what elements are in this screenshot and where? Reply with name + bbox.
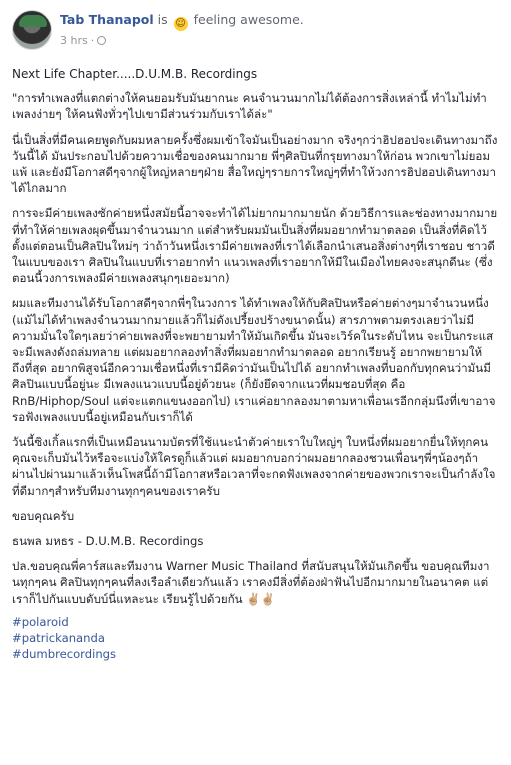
post-paragraph: ผมและทีมงานได้รับโอกาสดีๆจากพี่ๆในวงการ ได้ทำเพลงให้กับศิลปินหรือค่ายต่างๆมาจำนวนหนึ่ง (แม้ไม่ได้ทำเพลงจำนวนมากมายแล้วก็ไม่ดังเปรี้ยงปร้างขนาดนั้น) สารภาพตามตรงเลยว่าไม่มีความมั่นใจใดๆเลยว่าค่ายเพลงที่จะพยายามทำให้มันเกิดขึ้น มันจะเวิร์คในระดับไหน จะเป็นกระแส จะมีเพลงดังถล่มทลาย แต่ผมอยากลองทำสิ่งที่ผมอยากทำมาตลอด อยากเรียนรู้ อยากพยายามให้ถึงที่สุด อยากพิสูจน์อีกความเชื่อหนึ่งที่เรามีคิดว่ามันเป็นไปได้ อยากทำเพลงที่บอกกับทุกคนว่ามันมีศิลปินแบบนี้อยู่นะ มีเพลงแนวแบบนี้อยู่ด้วยนะ (ก็ยังยึดจากแนวที่ผมชอบที่สุด คือ RnB/Hiphop/Soul แต่จะแตกแขนงออกไป) เราแค่อยากลองมาตามหาเพื่อนเรอีกกลุ่มนึงที่เขาอาจรอฟังเพลงแบบนี้อยู่เหมือนกับเราก็ได้ — [12, 296, 496, 424]
hashtags — [12, 614, 499, 663]
signature-line: ธนพล มหธร - D.U.M.B. Recordings — [12, 534, 204, 549]
hashtag-link[interactable]: #polaroid — [12, 614, 69, 629]
post-title: Next Life Chapter.....D.U.M.B. Recordings — [12, 67, 258, 81]
author-line — [60, 12, 304, 31]
feeling-prefix: is — [157, 12, 168, 27]
cap-shape — [19, 15, 47, 27]
separator: · — [90, 34, 95, 47]
post-paragraph: "การทำเพลงที่แตกต่างให้คนยอมรับมันยากนะ คนจำนวนมากไม่ได้ต้องการสิ่งเหล่านี้ ทำไมไม่ทำเพลงง่ายๆ ให้คนฟังทั่วๆไปเขามีส่วนร่วมกับเราได้ล่ะ" — [12, 91, 487, 122]
post-meta — [60, 10, 304, 48]
smile-emoji-icon: ☺ — [175, 18, 186, 29]
post-header — [12, 10, 499, 54]
hashtag-link[interactable]: #patrickananda — [12, 631, 105, 646]
globe-icon[interactable] — [97, 36, 106, 45]
post-body — [12, 66, 499, 663]
author-name[interactable]: Tab Thanapol — [60, 12, 154, 27]
post-time[interactable]: 3 hrs — [60, 34, 88, 47]
timestamp-line — [60, 34, 304, 48]
hashtag-link[interactable]: #dumbrecordings — [12, 647, 117, 662]
feeling-text: feeling awesome. — [193, 12, 304, 27]
avatar[interactable] — [12, 10, 52, 50]
post-paragraph: วันนี้ซิงเกิ้ลแรกที่เป็นเหมือนนามบัตรที่ใช้แนะนำตัวค่ายเราใบใหญ่ๆ ใบหนึ่งที่ผมอยากยื่นให้ทุกคน คุณจะเก็บมันไว้หรือจะแบ่งให้ใครดูก็แล้วแต่ ผมอยากบอกว่าผมอยากลองชวนเพื่อนๆพี่ๆน้องๆถ้าผ่านไปผ่านมาแล้วเห็นโพสนี้ถ้ามีโอกาสหรือเวลาที่จะกดฟังเพลงจากค่ายของพวกเราจะเป็นกำลังใจที่ดีมากๆสำหรับทีมงานทุกๆคนของเราครับ — [12, 435, 496, 498]
post-paragraph: นี่เป็นสิ่งที่มีคนเคยพูดกับผมหลายครั้งซึ่งผมเข้าใจมันเป็นอย่างมาก จริงๆกว่าฮิปฮอปจะเดินทางมาถึงวันนี้ได้ มันประกอบไปด้วยความเชื่อของคนมากมาย พี่ๆศิลปินที่กรุยทางมาให้ก่อน พวกเขาไม่ยอมแพ้ และยังมีโอกาสดีๆจากผู้ใหญ่หลายๆฝ่าย สื่อใหญ่ๆรายการใหญ่ๆที่ทำให้วงการฮิปฮอปเดินทางมาได้ไกลมาก — [12, 132, 498, 196]
thanks-line: ขอบคุณครับ — [12, 508, 75, 523]
postscript-paragraph: ปล.ขอบคุณพี่คาร์สและทีมงาน Warner Music Thailand ที่สนับสนุนให้มันเกิดขึ้น ขอบคุณทีมงานทุกๆคน ศิลปินทุกๆคนที่ลงเรือลำเดียวกันแล้ว เราคงมีสิ่งที่ต้องฝ่าฟันไปอีกมากมายในอนาคต แต่เราก็ไปกันแบบดับบ์นี่แหละนะ เรียนรู้ไปด้วยกัน ✌🏼✌🏼 — [12, 559, 490, 606]
post-paragraph: การจะมีค่ายเพลงซักค่ายหนึ่งสมัยนี้อาจจะทำได้ไม่ยากมากมายนัก ด้วยวิธีการและช่องทางมากมายที่ทำให้ค่ายเพลงผุดขึ้นมาจำนวนมาก แต่สำหรับผมมันเป็นสิ่งที่ผมอยากทำมาตลอด เป็นสิ่งที่คิดไว้ตั้งแต่ตอนเป็นศิลปินใหม่ๆ ว่าถ้าวันหนึ่งเรามีค่ายเพลงที่เราได้เลือกนำเสนอสิ่งต่างๆที่เราชอบ ชาวดีในแบบของเรา ศิลปินในแบบที่เราอยากทำ แนวเพลงที่เราอยากให้มีในเมืองไทยคงจะสนุกดีนะ (ซึ่งตอนนี้วงการเพลงมีค่ายเพลงสนุกๆเยอะมาก) — [12, 206, 498, 286]
